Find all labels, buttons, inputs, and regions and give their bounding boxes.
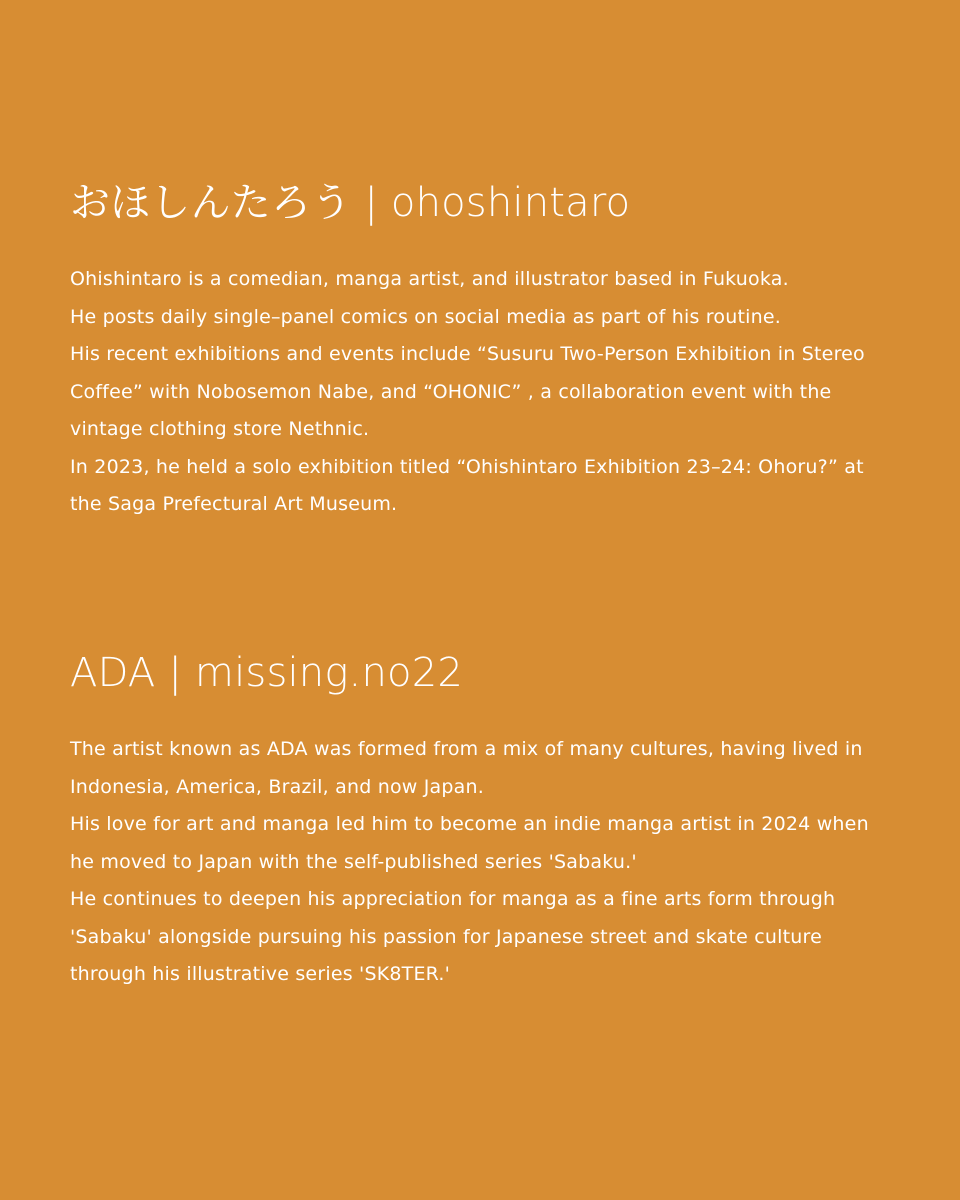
artist-heading: ADA | missing.no22 [70, 650, 463, 696]
bio-line: the Saga Prefectural Art Museum. [70, 493, 398, 515]
bio-line: vintage clothing store Nethnic. [70, 418, 370, 440]
bio-line: In 2023, he held a solo exhibition titled “Ohishintaro Exhibition 23–24: Ohoru?” at [70, 455, 864, 478]
bio-line: His recent exhibitions and events include “Susuru Two-Person Exhibition in Stereo [70, 343, 865, 365]
bio-line: Indonesia, America, Brazil, and now Japan. [70, 775, 484, 798]
artist-heading: おほしんたろう | ohoshintaro [70, 180, 631, 226]
bio-line: through his illustrative series 'SK8TER.' [70, 963, 451, 985]
bio-line: Ohishintaro is a comedian, manga artist, and illustrator based in Fukuoka. [70, 268, 789, 290]
bio-line: He posts daily single–panel comics on social media as part of his routine. [70, 305, 781, 328]
artist-section-ada [70, 648, 910, 994]
bio-line: He continues to deepen his appreciation for manga as a fine arts form through [70, 888, 836, 910]
artist-section-ohoshintaro [70, 178, 910, 524]
artist-bio [70, 731, 910, 994]
artist-bio [70, 261, 910, 524]
bio-line: His love for art and manga led him to become an indie manga artist in 2024 when [70, 813, 869, 835]
bio-line: The artist known as ADA was formed from a mix of many cultures, having lived in [70, 738, 863, 760]
bio-line: Coffee” with Nobosemon Nabe, and “OHONIC” , a collaboration event with the [70, 380, 832, 403]
bio-line: he moved to Japan with the self-published series 'Sabaku.' [70, 850, 637, 873]
bio-line: 'Sabaku' alongside pursuing his passion for Japanese street and skate culture [70, 925, 822, 948]
